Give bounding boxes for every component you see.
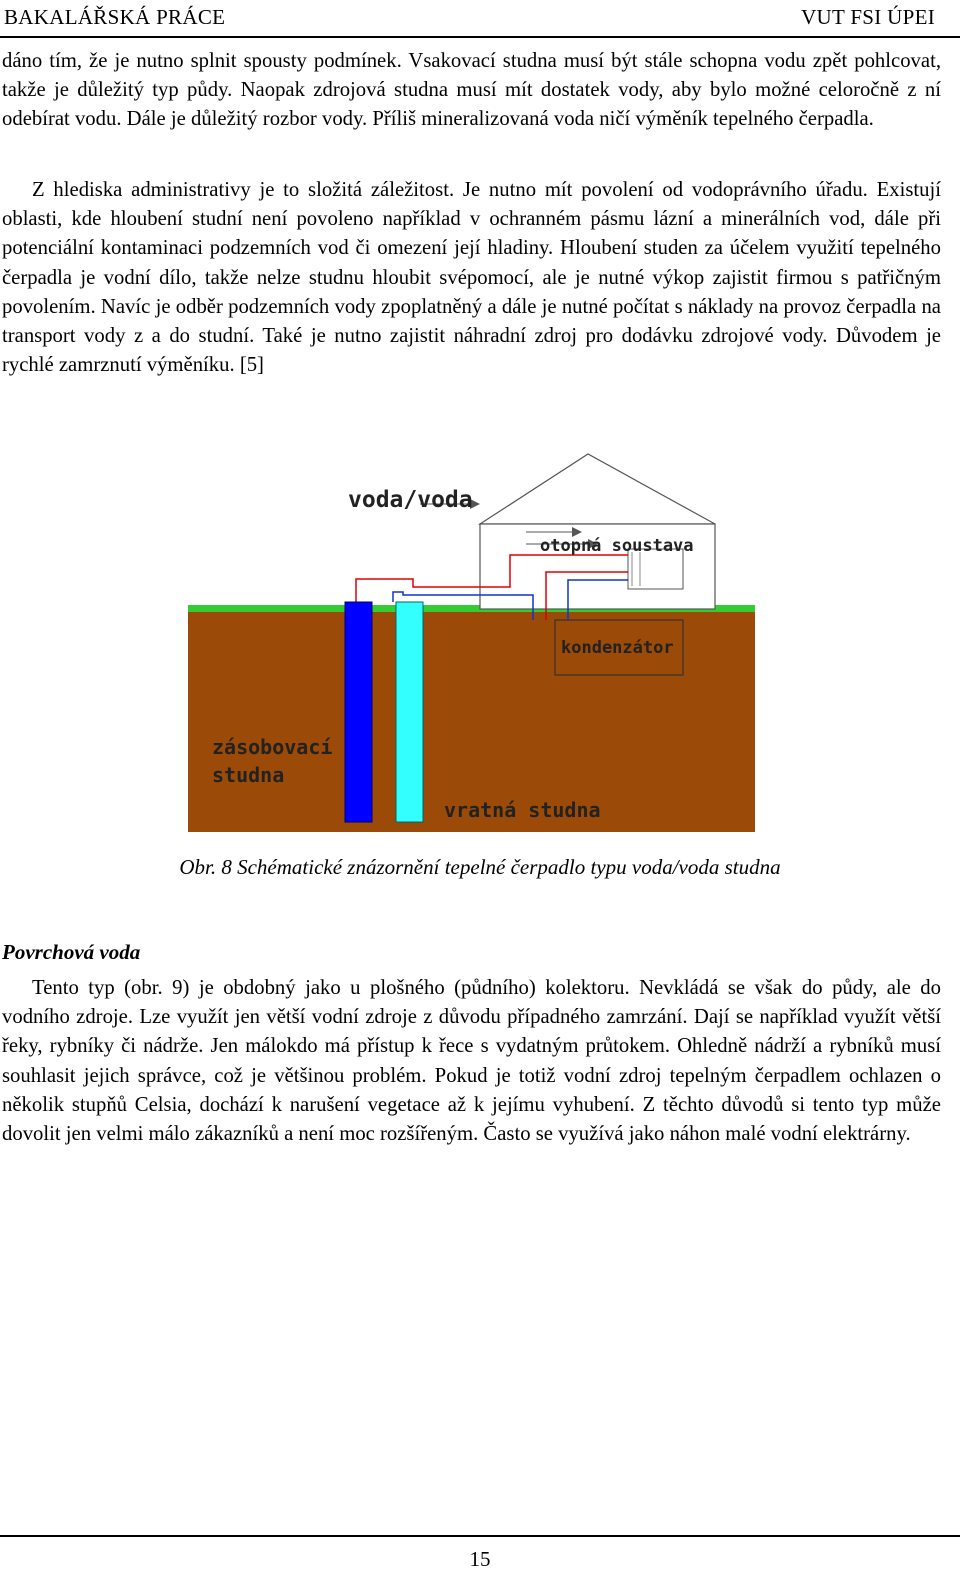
header-rule: [0, 36, 960, 38]
footer-rule: [0, 1535, 960, 1537]
label-return-well: vratná studna: [444, 798, 601, 822]
label-condenser: kondenzátor: [561, 638, 674, 658]
paragraph-3: Tento typ (obr. 9) je obdobný jako u plošného (půdního) kolektoru. Nevkládá se však do půdy, ale do vodního zdroje. Lze využít jen větší vodní zdroje z důvodu případného zamrzání. Dají se například využít větší řeky, rybníky či nádrže. Jen málokdo má přístup k řece s vydatným průtokem. Ohledně nádrží a rybníků musí souhlasit jejich správce, což je většinou problém. Pokud je totiž vodní zdroj tepelným čerpadlem ochlazen o několik stupňů Celsia, dochází k narušení vegetace až k jejímu vyhubení. Z těchto důvodů si tento typ může dovolit jen velmi málo zákazníků a není moc rozšířeným. Často se využívá jako náhon malé vodní elektrárny.: [2, 977, 941, 1146]
house-roof: [480, 454, 715, 524]
header-institution: VUT FSI ÚPEI: [801, 5, 935, 29]
label-supply-well-2: studna: [212, 763, 285, 787]
page-header: [0, 0, 935, 34]
section-title: Povrchová voda: [2, 940, 141, 964]
paragraph-2: Z hlediska administrativy je to složitá záležitost. Je nutno mít povolení od vodoprávního úřadu. Existují oblasti, kde hloubení studní není povoleno například v ochranném pásmu lázní a minerálních vod, dále při potenciální kontaminaci podzemních vod či omezení její hladiny. Hloubení studen za účelem využití tepelného čerpadla je vodní dílo, takže nelze studnu hloubit svépomocí, ale je nutné výkop zajistit firmou s patřičným povolením. Navíc je odběr podzemních vody zpoplatněný a dále je nutné počítat s náklady na provoz čerpadla na transport vody z a do studní. Také je nutno zajistit náhradní zdroj pro dodávku zdrojové vody. Důvodem je rychlé zamrznutí výměníku. [5]: [2, 179, 941, 377]
page-number: 15: [469, 1547, 491, 1571]
figure-caption: Obr. 8 Schématické znázornění tepelné čerpadlo typu voda/voda studna: [179, 855, 781, 879]
paragraph-1: dáno tím, že je nutno splnit spousty podmínek. Vsakovací studna musí být stále schopna vodu zpět pohlcovat, takže je důležitý typ půdy. Naopak zdrojová studna musí mít dostatek vody, aby bylo možné celoročně z ní odebírat vodu. Dále je důležitý rozbor vody. Příliš mineralizovaná voda ničí výměník tepelného čerpadla.: [2, 50, 941, 131]
label-heating: otopná soustava: [540, 536, 694, 556]
diagram-svg: [188, 452, 755, 832]
return-well: [396, 602, 423, 822]
figure-heat-pump-diagram: [188, 452, 755, 832]
supply-well: [345, 602, 372, 822]
label-supply-well-1: zásobovací: [212, 735, 333, 759]
label-title: voda/voda: [348, 487, 473, 513]
header-title: BAKALÁŘSKÁ PRÁCE: [4, 5, 226, 29]
